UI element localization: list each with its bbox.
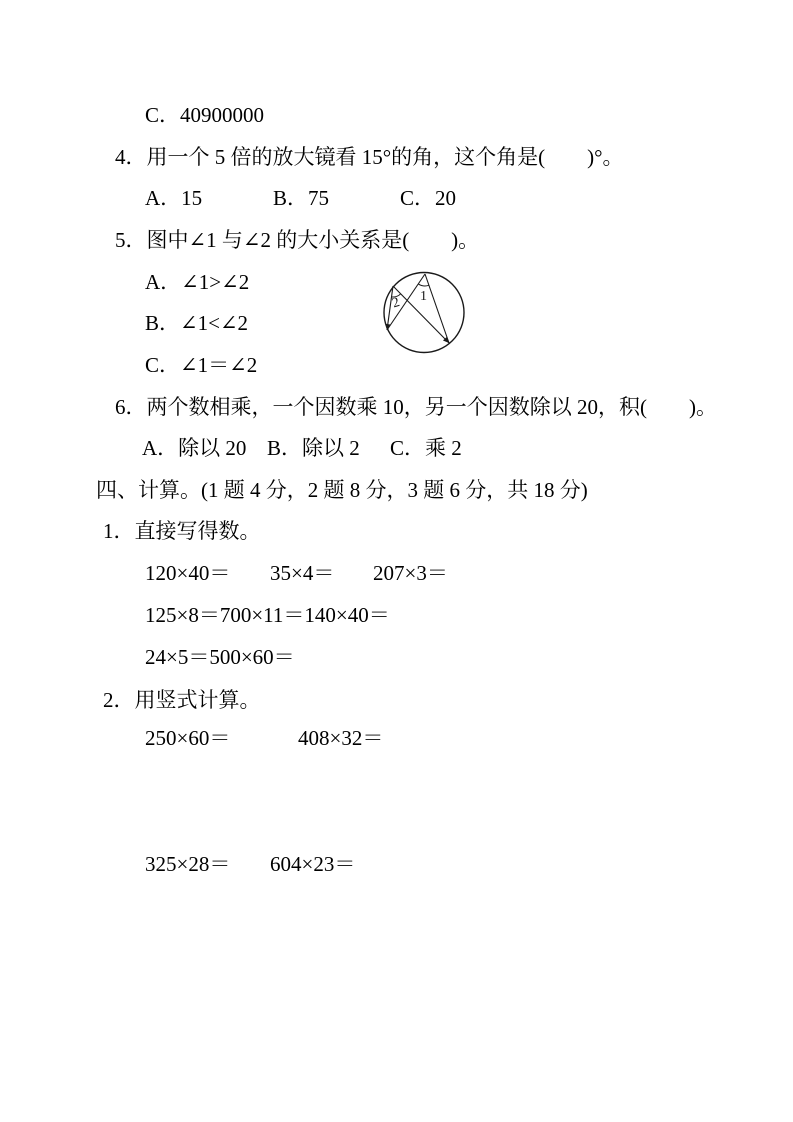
expression: 125×8＝700×11＝140×40＝ xyxy=(145,603,390,627)
q4-options-row xyxy=(0,184,793,212)
calc-q2-title: 2．用竖式计算。 xyxy=(103,688,261,712)
q6-options-row xyxy=(0,434,793,462)
section-si-header-row xyxy=(0,476,793,504)
calc-q2-row2 xyxy=(0,850,793,878)
q4-option-b: B．75 xyxy=(273,186,330,210)
q6-option-b: B．除以 2 xyxy=(267,436,360,460)
q6-stem: 6．两个数相乘，一个因数乘 10，另一个因数除以 20，积( )。 xyxy=(115,395,717,419)
calc-q2-title-row xyxy=(0,686,793,714)
q4-stem-row xyxy=(0,143,793,171)
calc-q1-row2 xyxy=(0,601,793,629)
q4-stem: 4．用一个 5 倍的放大镜看 15°的角，这个角是( )°。 xyxy=(115,145,624,169)
circle-shape xyxy=(384,273,464,353)
expression: 250×60＝ xyxy=(145,726,231,750)
calc-q2-row1 xyxy=(0,724,793,752)
q6-stem-row xyxy=(0,393,793,421)
q6-option-c: C．乘 2 xyxy=(390,436,462,460)
calc-q1-row3 xyxy=(0,643,793,671)
expression: 120×40＝ xyxy=(145,561,231,585)
q5-angle-diagram xyxy=(368,254,480,366)
angle1-right-ray xyxy=(425,274,449,343)
q3-option-c-row xyxy=(0,101,793,129)
angle-2-label: 2 xyxy=(390,295,402,312)
q5-option-b: B．∠1<∠2 xyxy=(145,311,249,335)
angle1-arc xyxy=(418,284,429,286)
q3-option-c: C．40900000 xyxy=(145,103,265,127)
q5-stem-row xyxy=(0,226,793,254)
expression: 35×4＝ xyxy=(270,561,335,585)
section-si-header: 四、计算。(1 题 4 分，2 题 8 分，3 题 6 分，共 18 分) xyxy=(96,478,588,502)
calc-q1-title-row xyxy=(0,517,793,545)
calc-q1-title: 1．直接写得数。 xyxy=(103,519,261,543)
expression: 207×3＝ xyxy=(373,561,448,585)
expression: 408×32＝ xyxy=(298,726,384,750)
expression: 604×23＝ xyxy=(270,852,356,876)
q4-option-c: C．20 xyxy=(400,186,457,210)
q4-option-a: A．15 xyxy=(145,186,203,210)
angle-1-label: 1 xyxy=(420,289,427,304)
q5-option-c: C．∠1＝∠2 xyxy=(145,353,258,377)
expression: 325×28＝ xyxy=(145,852,231,876)
q5-stem: 5．图中∠1 与∠2 的大小关系是( )。 xyxy=(115,228,480,252)
calc-q1-row1 xyxy=(0,559,793,587)
q5-option-a: A．∠1>∠2 xyxy=(145,270,250,294)
q6-option-a: A．除以 20 xyxy=(142,436,247,460)
expression: 24×5＝500×60＝ xyxy=(145,645,295,669)
